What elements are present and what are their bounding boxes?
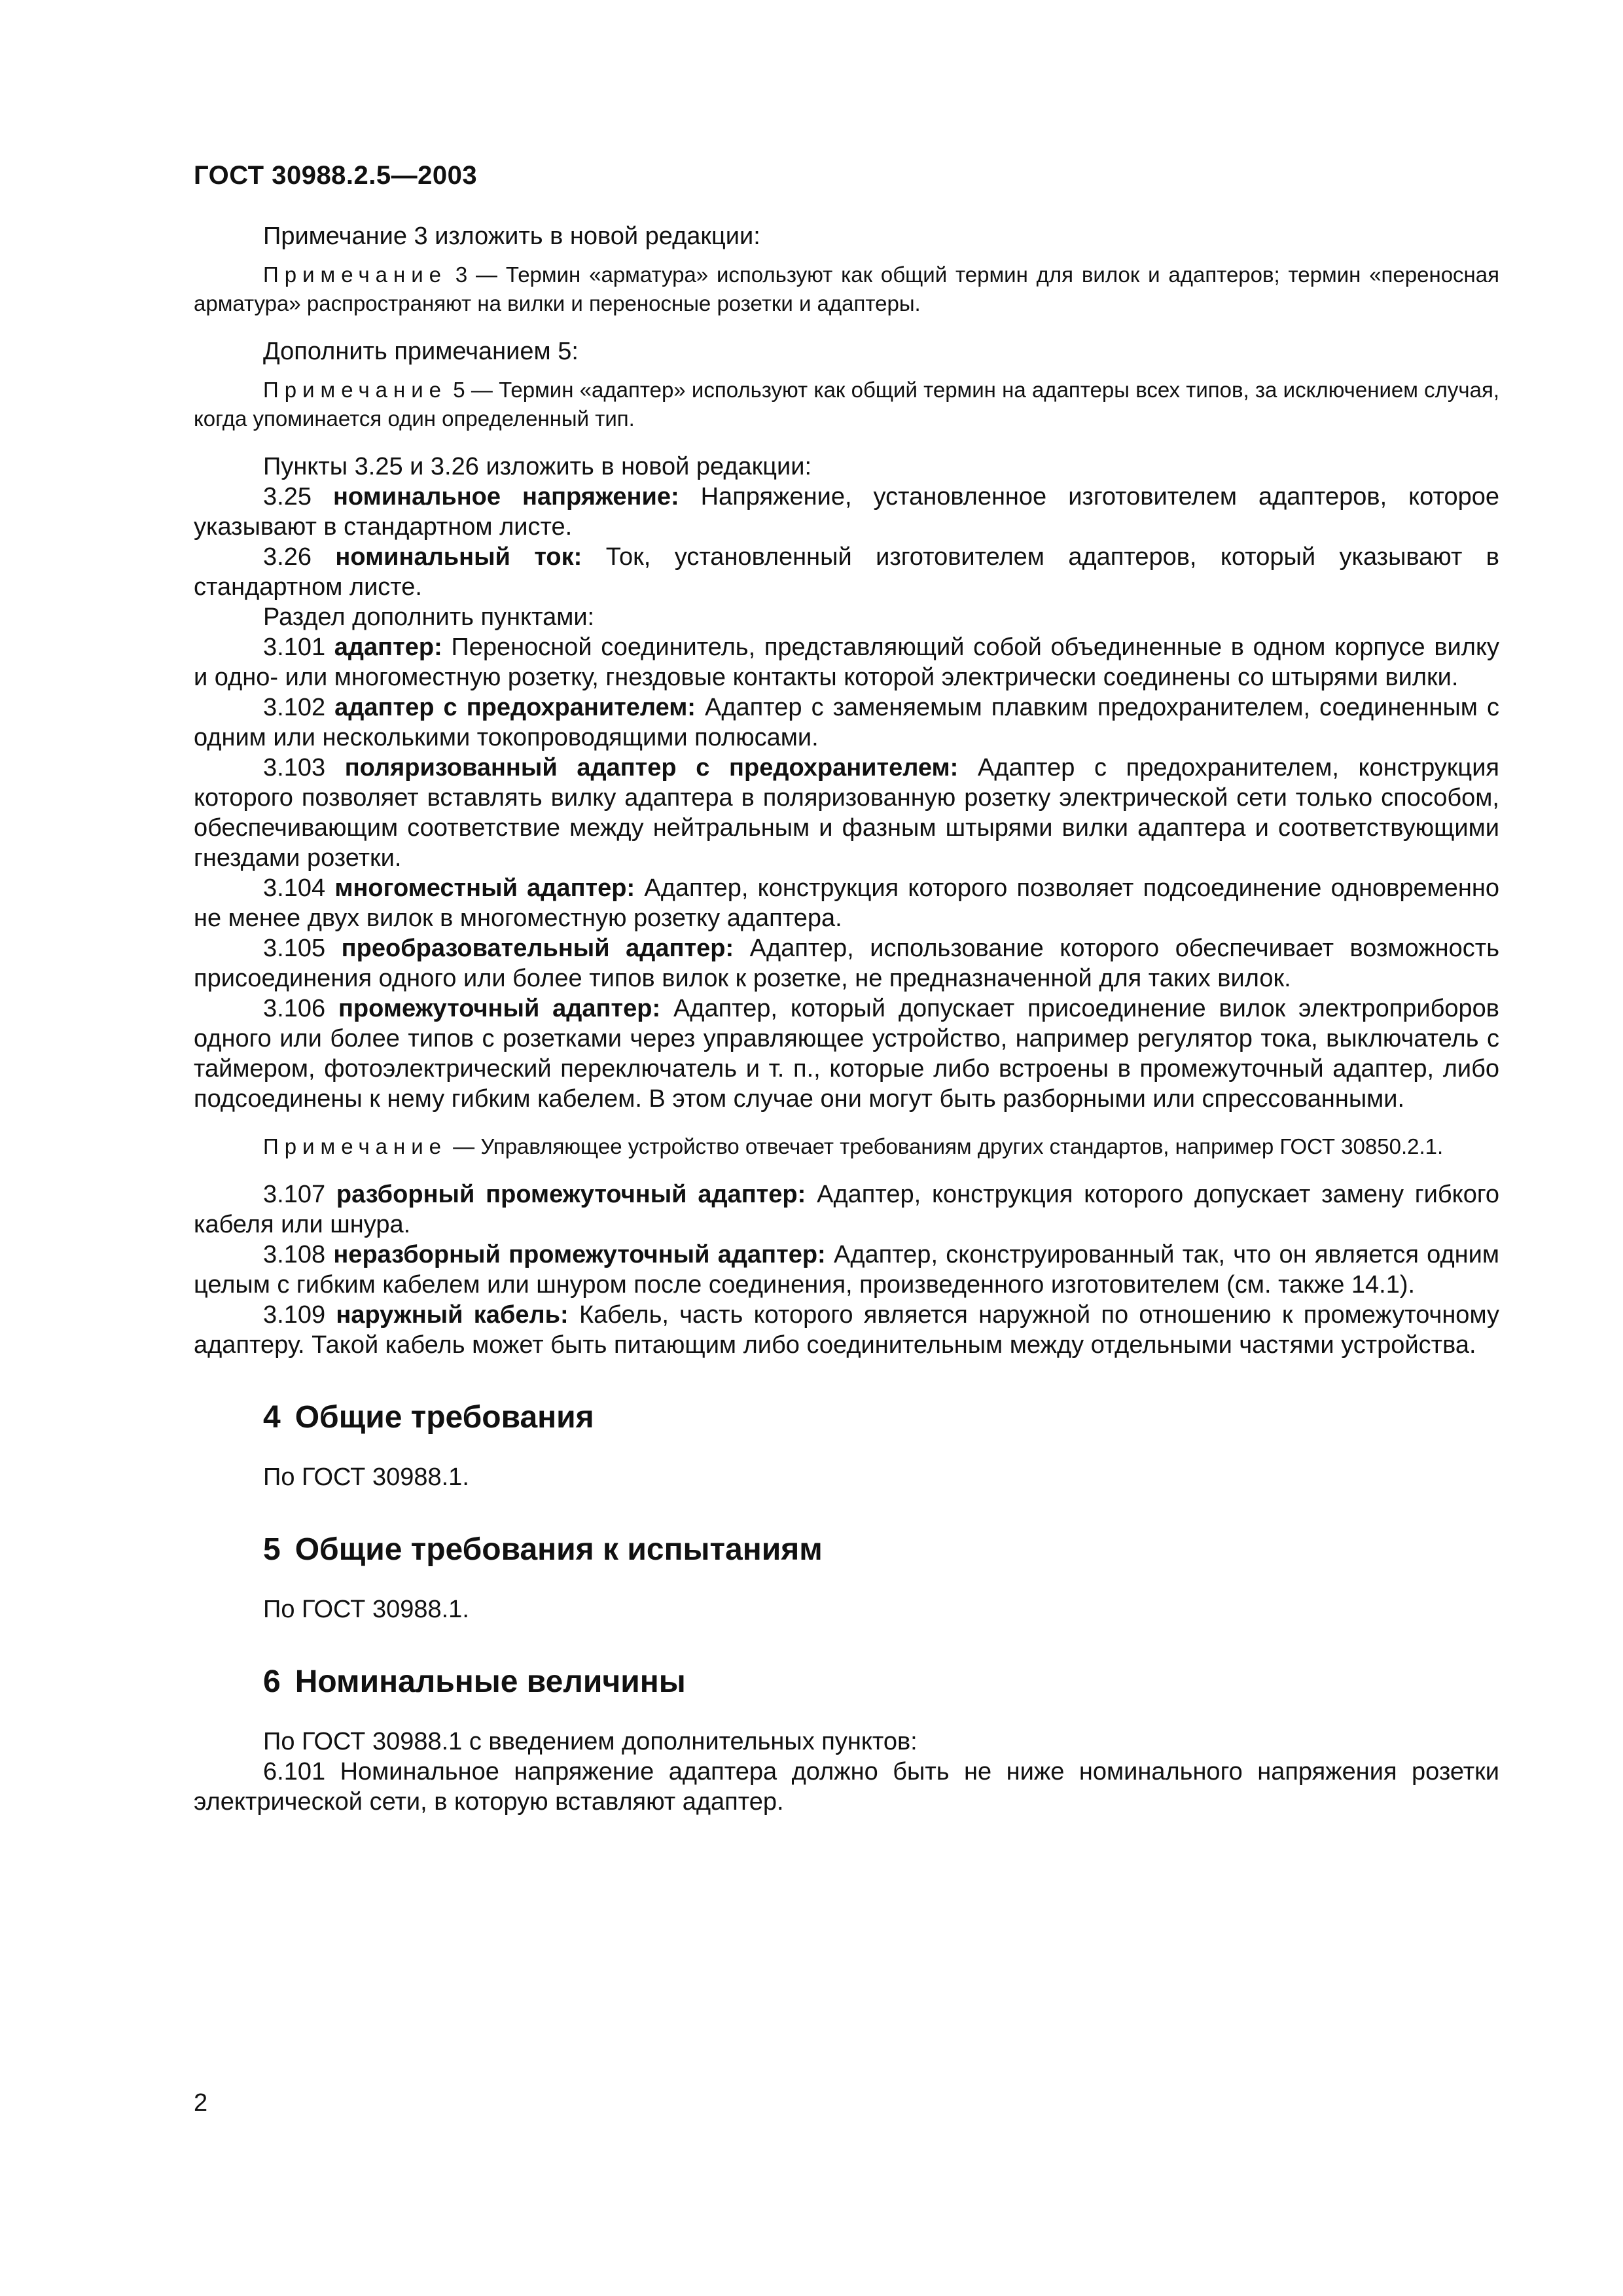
- document-body: [194, 221, 1499, 1817]
- clause-number: 3.109: [263, 1301, 326, 1329]
- section-heading-5: [194, 1532, 1499, 1568]
- definition-3-26: [194, 542, 1499, 602]
- definition-3-108: [194, 1240, 1499, 1300]
- definition-text: Адаптер, который допускает присоединение вилок электроприборов одного или более типов с розетками через управляющее устройство, например регулятор тока, выключатель с таймером, фотоэлектрический переключатель и т. п., которые либо встроены в промежуточный адаптер, либо подсоединены к нему гибким кабелем. В этом случае они могут быть разборными или спрессованными.: [194, 995, 1499, 1113]
- term: номинальное напряжение:: [332, 483, 679, 511]
- definition-3-105: [194, 933, 1499, 994]
- term: промежуточный адаптер:: [338, 995, 661, 1022]
- clause-number: 3.107: [263, 1181, 326, 1208]
- section-title: Номинальные величины: [294, 1664, 686, 1699]
- clause-number: 3.101: [263, 634, 326, 661]
- paragraph: Раздел дополнить пунктами:: [263, 603, 595, 631]
- definition-text: Адаптер, конструкция которого допускает замену гибкого кабеля или шнура.: [194, 1181, 1499, 1238]
- definition-text: Адаптер с заменяемым плавким предохранителем, соединенным с одним или несколькими токопроводящими полюсами.: [194, 694, 1499, 751]
- paragraph: Пункты 3.25 и 3.26 изложить в новой редакции:: [263, 453, 812, 480]
- section-text: По ГОСТ 30988.1 с введением дополнительных пунктов:: [263, 1728, 918, 1755]
- definition-3-104: [194, 873, 1499, 933]
- section-heading-6: [194, 1664, 1499, 1700]
- term: адаптер с предохранителем:: [334, 694, 696, 721]
- page-number: 2: [194, 2089, 208, 2117]
- term: многоместный адаптер:: [334, 874, 635, 902]
- section-heading-4: [194, 1399, 1499, 1436]
- definition-3-25: [194, 482, 1499, 542]
- term: неразборный промежуточный адаптер:: [333, 1241, 826, 1268]
- section-text: По ГОСТ 30988.1.: [263, 1463, 469, 1491]
- note-3: [194, 260, 1499, 318]
- note-text: 3 — Термин «арматура» используют как общий термин для вилок и адаптеров; термин «переносная арматура» распространяют на вилки и переносные розетки и адаптеры.: [194, 262, 1499, 315]
- definition-text: Адаптер, сконструированный так, что он является одним целым с гибким кабелем или шнуром после соединения, произведенного изготовителем (см. также 14.1).: [194, 1241, 1499, 1299]
- definition-3-103: [194, 753, 1499, 873]
- definition-text: Адаптер, использование которого обеспечивает возможность присоединения одного или более типов вилок к розетке, не предназначенной для таких вилок.: [194, 935, 1499, 992]
- paragraph: Дополнить примечанием 5:: [263, 338, 579, 365]
- note-text: — Управляющее устройство отвечает требованиям других стандартов, например ГОСТ 30850.2.1.: [447, 1134, 1444, 1158]
- note-text: 5 — Термин «адаптер» используют как общий термин на адаптеры всех типов, за исключением случая, когда упоминается один определенный тип.: [194, 378, 1499, 431]
- definition-3-107: [194, 1179, 1499, 1240]
- term: наружный кабель:: [336, 1301, 569, 1329]
- section-title: Общие требования: [294, 1400, 594, 1435]
- definition-3-102: [194, 692, 1499, 753]
- section-title: Общие требования к испытаниям: [294, 1532, 823, 1567]
- section-number: 6: [263, 1664, 281, 1699]
- definition-text: Адаптер, конструкция которого позволяет подсоединение одновременно не менее двух вилок в многоместную розетку адаптера.: [194, 874, 1500, 932]
- clause-number: 3.26: [263, 543, 312, 571]
- note-label: Примечание: [263, 378, 448, 402]
- term: поляризованный адаптер с предохранителем:: [344, 754, 959, 781]
- note-control-device: [194, 1132, 1499, 1161]
- clause-number: 3.106: [263, 995, 326, 1022]
- clause-number: 3.105: [263, 935, 326, 962]
- note-label: Примечание: [263, 262, 448, 287]
- definition-text: Напряжение, установленное изготовителем адаптеров, которое указывают в стандартном листе.: [194, 483, 1499, 541]
- definition-3-109: [194, 1300, 1499, 1360]
- note-label: Примечание: [263, 1134, 448, 1158]
- definition-text: Адаптер с предохранителем, конструкция которого позволяет вставлять вилку адаптера в поляризованную розетку электрической сети только способом, обеспечивающим соответствие между нейтральным и фазным штырями вилки адаптера и соответствующими гнездами розетки.: [194, 754, 1499, 872]
- definition-text: Переносной соединитель, представляющий собой объединенные в одном корпусе вилку и одно- или многоместную розетку, гнездовые контакты которой электрически соединены со штырями вилки.: [194, 634, 1500, 691]
- clause-number: 3.104: [263, 874, 326, 902]
- section-number: 4: [263, 1400, 281, 1435]
- section-text: По ГОСТ 30988.1.: [263, 1596, 469, 1623]
- paragraph: Примечание 3 изложить в новой редакции:: [263, 223, 760, 250]
- definition-3-101: [194, 632, 1499, 692]
- term: преобразовательный адаптер:: [341, 935, 734, 962]
- clause-number: 3.102: [263, 694, 326, 721]
- clause-6-101: 6.101 Номинальное напряжение адаптера должно быть не ниже номинального напряжения розетки электрической сети, в которую вставляют адаптер.: [194, 1758, 1499, 1816]
- section-number: 5: [263, 1532, 281, 1567]
- clause-number: 3.108: [263, 1241, 326, 1268]
- definition-text: Ток, установленный изготовителем адаптеров, который указывают в стандартном листе.: [194, 543, 1499, 601]
- note-5: [194, 376, 1499, 433]
- clause-number: 3.25: [263, 483, 312, 511]
- clause-number: 3.103: [263, 754, 326, 781]
- term: адаптер:: [334, 634, 442, 661]
- document-header: ГОСТ 30988.2.5—2003: [194, 161, 478, 190]
- term: номинальный ток:: [335, 543, 582, 571]
- definition-text: Кабель, часть которого является наружной по отношению к промежуточному адаптеру. Такой кабель может быть питающим либо соединительным между отдельными частями устройства.: [194, 1301, 1499, 1359]
- definition-3-106: [194, 994, 1499, 1114]
- term: разборный промежуточный адаптер:: [336, 1181, 806, 1208]
